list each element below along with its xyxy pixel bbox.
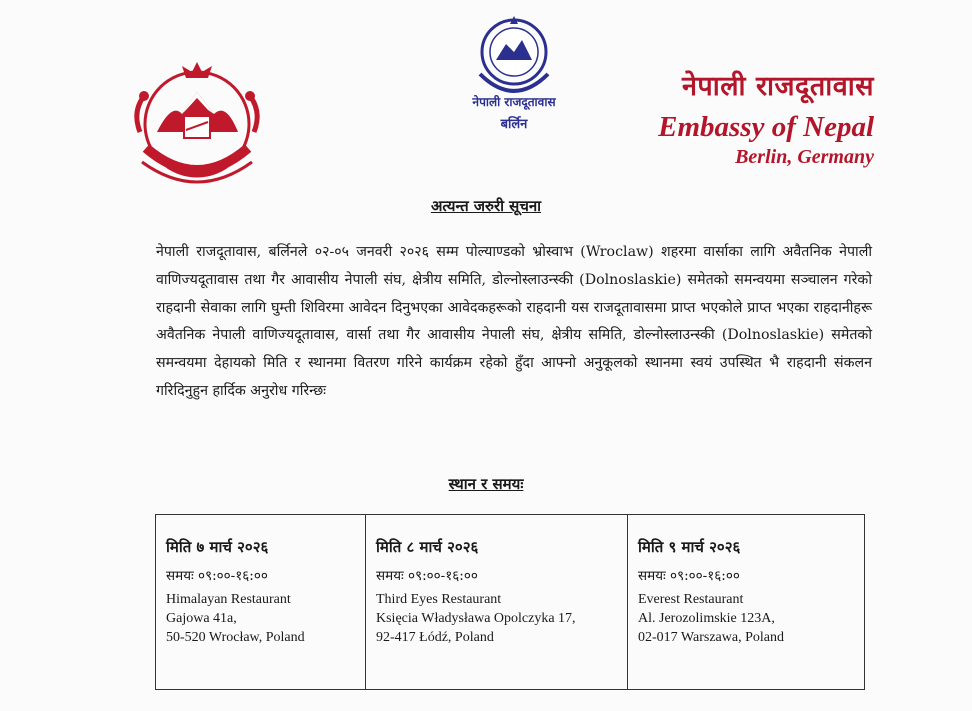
notice-title: अत्यन्त जरुरी सूचना [430, 197, 542, 215]
nepal-coat-of-arms-emblem [122, 52, 272, 202]
venue-name: Third Eyes Restaurant [376, 592, 502, 607]
notice-body: नेपाली राजदूतावास, बर्लिनले ०२-०५ जनवरी २०२६ सम्म पोल्याण्डको भ्रोस्वाभ (Wroclaw) शहरमा वार्साका लागि अवैतनिक नेपाली वाणिज्यदूतावास तथा गैर आवासीय नेपाली संघ, क्षेत्रीय समिति, डोल्नोस्लाउन्स्की (Dolnoslaskie) समेतको समन्वयमा सञ्चालन गरेको राहदानी सेवाका लागि घुम्ती शिविरमा आवेदन दिनुभएका आवेदकहरूको राहदानी यस राजदूतावासमा प्राप्त भएकोले प्राप्त भएका राहदानीहरू अवैतनिक नेपाली वाणिज्यदूतावास, वार्सा तथा गैर आवासीय नेपाली संघ, क्षेत्रीय समिति, डोल्नोस्लाउन्स्की (Dolnoslaskie) समेतको समन्वयमा देहायको मिति र स्थानमा वितरण गरिने कार्यक्रम रहेको हुँदा आफ्नो अनुकूलको स्थानमा स्वयं उपस्थित भै राहदानी संकलन गरिदिनुहुन हार्दिक अनुरोध गरिन्छः [156, 244, 872, 399]
embassy-location: Berlin, Germany [735, 146, 874, 168]
schedule-cell [627, 515, 864, 689]
svg-text:बर्लिन: बर्लिन [500, 117, 528, 132]
venue-city: 92-417 Łódź, Poland [376, 630, 494, 645]
schedule-date: मिति ७ मार्च २०२६ [166, 538, 269, 556]
embassy-header [658, 66, 874, 169]
schedule-time: समयः ०९:००-१६:०० [638, 568, 740, 584]
schedule-time: समयः ०९:००-१६:०० [166, 568, 268, 584]
venue-city: 50-520 Wrocław, Poland [166, 630, 305, 645]
svg-text:नेपाली राजदूतावास: नेपाली राजदूतावास [472, 95, 556, 109]
schedule-table [155, 514, 865, 690]
schedule-date: मिति ८ मार्च २०२६ [376, 538, 479, 556]
venue-city: 02-017 Warszawa, Poland [638, 630, 784, 645]
schedule-date: मिति ९ मार्च २०२६ [638, 538, 741, 556]
venue-street: Gajowa 41a, [166, 611, 237, 626]
venue-street: Księcia Władysława Opolczyka 17, [376, 611, 576, 626]
schedule-cell [365, 515, 627, 689]
schedule-cell [156, 515, 365, 689]
embassy-name-english: Embassy of Nepal [658, 111, 874, 143]
venue-name: Himalayan Restaurant [166, 592, 291, 607]
place-time-heading: स्थान र समयः [448, 475, 524, 493]
venue-name: Everest Restaurant [638, 592, 744, 607]
embassy-seal-emblem [466, 12, 562, 138]
schedule-time: समयः ०९:००-१६:०० [376, 568, 478, 584]
embassy-name-nepali: नेपाली राजदूतावास [681, 71, 874, 102]
venue-street: Al. Jerozolimskie 123A, [638, 611, 775, 626]
